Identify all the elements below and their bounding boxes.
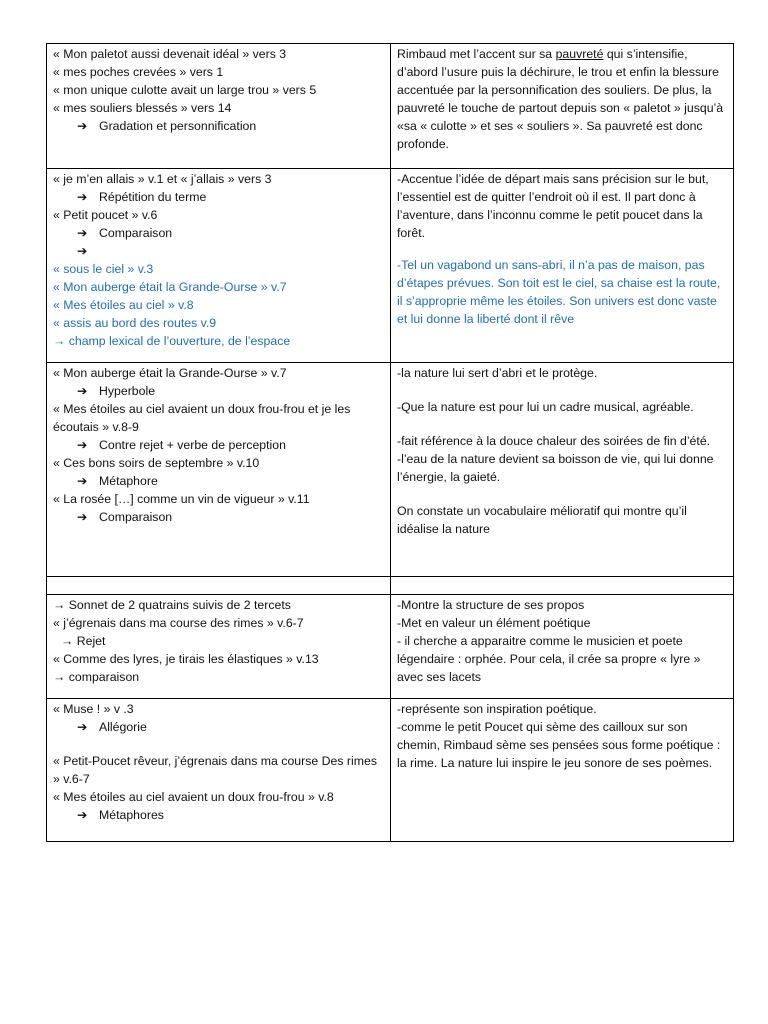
device-label: Comparaison <box>99 226 173 240</box>
device-line <box>53 508 385 526</box>
device-line <box>53 382 385 400</box>
quote-line-blue: « Mon auberge était la Grande-Ourse » v.7 <box>53 280 287 294</box>
quote-line: Sonnet de 2 quatrains suivis de 2 tercets <box>68 598 291 612</box>
quote-line: « Mon paletot aussi devenait idéal » vers 3 <box>53 47 287 61</box>
quote-line-blue: « sous le ciel » v.3 <box>53 262 154 276</box>
quote-line: « j’égrenais dans ma course des rimes » v.6-7 <box>53 616 304 630</box>
arrow-icon: ➔ <box>77 384 88 398</box>
device-label: Métaphore <box>99 474 158 488</box>
arrow-thin-icon: → <box>61 634 74 648</box>
arrow-thin-icon: → <box>53 334 66 348</box>
commentary: -Que la nature est pour lui un cadre musical, agréable. <box>397 400 694 414</box>
left-cell <box>47 595 391 699</box>
commentary-blue: -Tel un vagabond un sans-abri, il n’a pas de maison, pas d’étapes prévues. Son toit est le ciel, sa chaise est la route, il s’approprie même les étoiles. Son univers est donc vaste et lui donne la liberté dont il rêve <box>397 258 721 326</box>
quote-line: « Mes étoiles au ciel avaient un doux frou-frou et je les écoutais » v.8-9 <box>53 402 351 434</box>
arrow-icon: ➔ <box>77 510 88 524</box>
analysis-table <box>46 43 734 842</box>
commentary: -Accentue l’idée de départ mais sans précision sur le but, l’essentiel est de quitter l’endroit où il est. Il part donc à l’aventure, dans l’inconnu comme le petit poucet dans la forêt. <box>397 172 709 240</box>
commentary: -la nature lui sert d’abri et le protège. <box>397 366 598 380</box>
commentary: - il cherche a apparaitre comme le musicien et poete légendaire : orphée. Pour cela, il crée sa propre « lyre » avec ses lacets <box>397 634 701 684</box>
arrow-icon: ➔ <box>77 720 88 734</box>
quote-line-blue: « Mes étoiles au ciel » v.8 <box>53 298 194 312</box>
device-line <box>53 472 385 490</box>
arrow-icon: ➔ <box>77 190 88 204</box>
commentary-text: qui s’intensifie, d’abord l’usure puis la déchirure, le trou et enfin la blessure accentuée par la personnification des souliers. De plus, la pauvreté le touche de partout depuis son « paletot » jusqu’à «sa « culotte » et ses « souliers ». Sa pauvreté est donc profonde. <box>397 47 724 151</box>
device-label: Gradation et personnification <box>99 119 257 133</box>
left-cell <box>47 169 391 363</box>
commentary: -Montre la structure de ses propos <box>397 598 585 612</box>
arrow-icon: ➔ <box>77 808 88 822</box>
right-cell <box>391 363 734 577</box>
commentary: -comme le petit Poucet qui sème des cailloux sur son chemin, Rimbaud sème ses pensées sous forme poétique : la rime. La nature lui inspire le jeu sonore de ses poèmes. <box>397 720 721 770</box>
quote-line: « La rosée […] comme un vin de vigueur » v.11 <box>53 492 310 506</box>
quote-line: « Muse ! » v .3 <box>53 702 134 716</box>
device-line <box>53 224 385 242</box>
commentary: On constate un vocabulaire mélioratif qui montre qu’il idéalise la nature <box>397 504 687 536</box>
device-label: comparaison <box>68 670 140 684</box>
table-row <box>47 44 734 169</box>
right-cell <box>391 44 734 169</box>
quote-line: « mon unique culotte avait un large trou » vers 5 <box>53 83 317 97</box>
quote-line: « mes souliers blessés » vers 14 <box>53 101 232 115</box>
device-label: Métaphores <box>99 808 164 822</box>
device-label: Comparaison <box>99 510 173 524</box>
right-cell <box>391 577 734 595</box>
arrow-icon: ➔ <box>77 474 88 488</box>
device-label: Hyperbole <box>99 384 156 398</box>
left-cell <box>47 44 391 169</box>
device-label: champ lexical de l’ouverture, de l’espace <box>68 334 291 348</box>
table-row <box>47 363 734 577</box>
commentary: -fait référence à la douce chaleur des soirées de fin d’été. <box>397 434 711 448</box>
commentary: -Met en valeur un élément poétique <box>397 616 591 630</box>
left-cell <box>47 577 391 595</box>
right-cell <box>391 699 734 842</box>
table-row <box>47 595 734 699</box>
right-cell <box>391 595 734 699</box>
quote-line: « Ces bons soirs de septembre » v.10 <box>53 456 260 470</box>
device-line <box>53 806 385 824</box>
device-line-blue <box>53 332 385 350</box>
underlined-word: pauvreté <box>555 47 604 61</box>
empty-row <box>47 577 734 595</box>
quote-line: « Comme des lyres, je tirais les élastiques » v.13 <box>53 652 319 666</box>
arrow-thin-icon: → <box>53 598 66 612</box>
left-cell <box>47 363 391 577</box>
device-line <box>53 242 385 260</box>
quote-line: « je m’en allais » v.1 et « j’allais » vers 3 <box>53 172 272 186</box>
quote-line: « Mon auberge était la Grande-Ourse » v.7 <box>53 366 287 380</box>
device-line <box>53 596 385 614</box>
table-row <box>47 699 734 842</box>
quote-line: « Petit-Poucet rêveur, j’égrenais dans ma course Des rimes » v.6-7 <box>53 754 377 786</box>
arrow-thin-icon: → <box>53 670 66 684</box>
commentary-text: Rimbaud met l’accent sur sa <box>397 47 556 61</box>
device-line <box>53 436 385 454</box>
quote-line: « Mes étoiles au ciel avaient un doux frou-frou » v.8 <box>53 790 334 804</box>
device-line <box>53 188 385 206</box>
device-label: Répétition du terme <box>99 190 207 204</box>
commentary: -représente son inspiration poétique. <box>397 702 597 716</box>
arrow-icon: ➔ <box>77 244 88 258</box>
arrow-icon: ➔ <box>77 119 88 133</box>
table-row <box>47 169 734 363</box>
device-label: Rejet <box>76 634 106 648</box>
device-line <box>53 668 385 686</box>
left-cell <box>47 699 391 842</box>
device-label: Contre rejet + verbe de perception <box>99 438 286 452</box>
device-line <box>53 632 385 650</box>
device-line <box>53 117 385 135</box>
right-cell <box>391 169 734 363</box>
device-line <box>53 718 385 736</box>
commentary <box>397 45 728 153</box>
commentary: -l’eau de la nature devient sa boisson de vie, qui lui donne l’énergie, la gaieté. <box>397 452 714 484</box>
arrow-icon: ➔ <box>77 226 88 240</box>
quote-line: « Petit poucet » v.6 <box>53 208 158 222</box>
quote-line: « mes poches crevées » vers 1 <box>53 65 224 79</box>
device-label: Allégorie <box>99 720 147 734</box>
quote-line-blue: « assis au bord des routes v.9 <box>53 316 217 330</box>
arrow-icon: ➔ <box>77 438 88 452</box>
